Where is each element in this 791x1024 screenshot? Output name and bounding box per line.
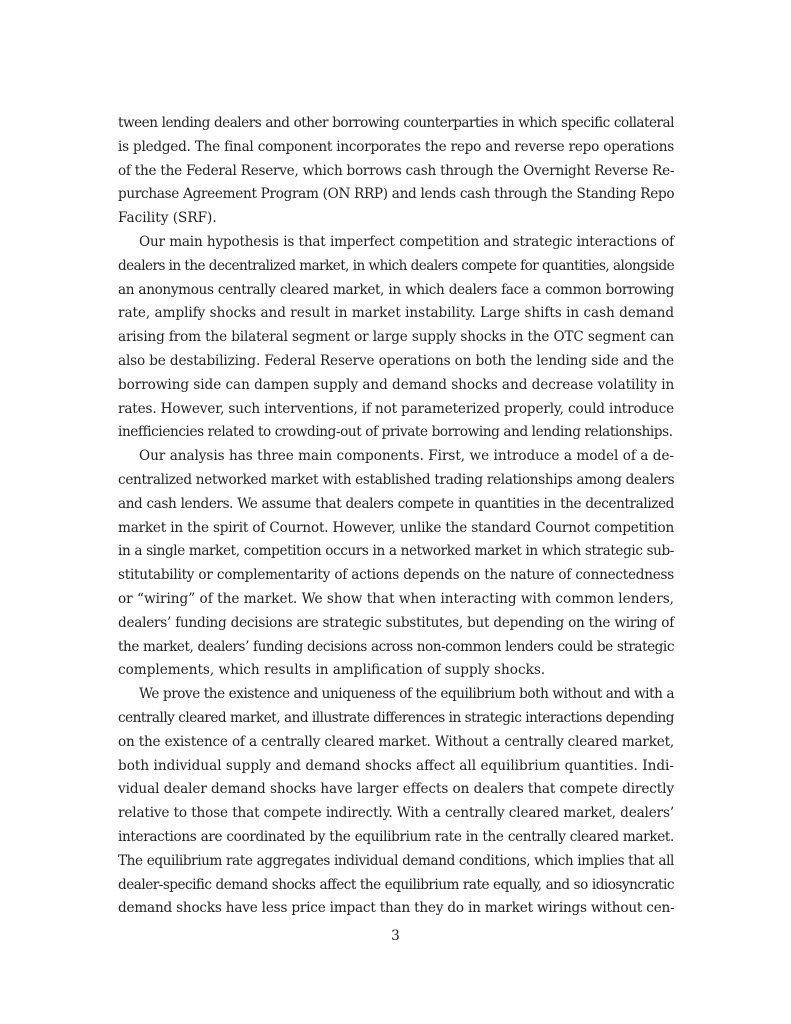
text-line: demand shocks have less price impact than they do in market wirings without cen- [118, 900, 675, 917]
text-line: Our main hypothesis is that imperfect competition and strategic interactions of [139, 233, 674, 250]
text-line: is pledged. The final component incorporates the repo and reverse repo operations [118, 138, 674, 155]
text-line: vidual dealer demand shocks have larger effects on dealers that compete directly [118, 781, 674, 798]
text-line: and cash lenders. We assume that dealers compete in quantities in the decentralized [118, 495, 674, 512]
text-line: purchase Agreement Program (ON RRP) and lends cash through the Standing Repo [118, 186, 675, 203]
text-line: interactions are coordinated by the equilibrium rate in the centrally cleared market. [118, 828, 674, 845]
text-line: rate, amplify shocks and result in market instability. Large shifts in cash demand [118, 305, 674, 322]
text-line: dealers in the decentralized market, in which dealers compete for quantities, alongside [118, 257, 675, 274]
text-line: tween lending dealers and other borrowing counterparties in which specific collateral [118, 115, 674, 131]
text-line: Facility (SRF). [118, 210, 217, 227]
text-line: both individual supply and demand shocks affect all equilibrium quantities. Indi- [118, 757, 674, 774]
text-line: Our analysis has three main components. First, we introduce a model of a de- [139, 448, 674, 465]
text-line: of the the Federal Reserve, which borrows cash through the Overnight Reverse Re- [118, 162, 675, 179]
text-line: relative to those that compete indirectly. With a centrally cleared market, dealers’ [118, 805, 674, 822]
text-line: rates. However, such interventions, if not parameterized properly, could introduce [118, 400, 675, 417]
text-line: the market, dealers’ funding decisions across non-common lenders could be strategic [118, 638, 674, 655]
text-line: centralized networked market with established trading relationships among dealers [118, 471, 675, 488]
paragraph-continuation [118, 112, 674, 231]
page-number: 3 [391, 928, 400, 944]
text-line: arising from the bilateral segment or large supply shocks in the OTC segment can [118, 329, 674, 346]
text-line: stitutability or complementarity of actions depends on the nature of connectedness [118, 567, 674, 584]
body-text [118, 112, 674, 921]
text-line: The equilibrium rate aggregates individual demand conditions, which implies that all [118, 852, 674, 869]
text-line: dealer-specific demand shocks affect the equilibrium rate equally, and so idiosyncratic [118, 876, 674, 893]
text-line: inefficiencies related to crowding-out of private borrowing and lending relationships. [118, 424, 673, 441]
text-line: or “wiring” of the market. We show that when interacting with common lenders, [118, 590, 674, 607]
text-line: centrally cleared market, and illustrate differences in strategic interactions depending [118, 709, 674, 726]
text-line: market in the spirit of Cournot. However, unlike the standard Cournot competition [118, 519, 674, 536]
paragraph-analysis-components [118, 445, 674, 683]
text-line: also be destabilizing. Federal Reserve operations on both the lending side and the [118, 352, 674, 369]
text-line: We prove the existence and uniqueness of the equilibrium both without and with a [139, 686, 674, 703]
paragraph-equilibrium [118, 683, 674, 921]
paragraph-main-hypothesis [118, 231, 674, 445]
text-line: an anonymous centrally cleared market, in which dealers face a common borrowing [118, 281, 674, 298]
text-line: in a single market, competition occurs in a networked market in which strategic sub- [118, 543, 674, 560]
text-line: dealers’ funding decisions are strategic substitutes, but depending on the wiring of [118, 614, 674, 631]
text-line: borrowing side can dampen supply and demand shocks and decrease volatility in [118, 376, 675, 393]
text-line: complements, which results in amplification of supply shocks. [118, 662, 546, 679]
text-line: on the existence of a centrally cleared market. Without a centrally cleared market, [118, 733, 674, 750]
